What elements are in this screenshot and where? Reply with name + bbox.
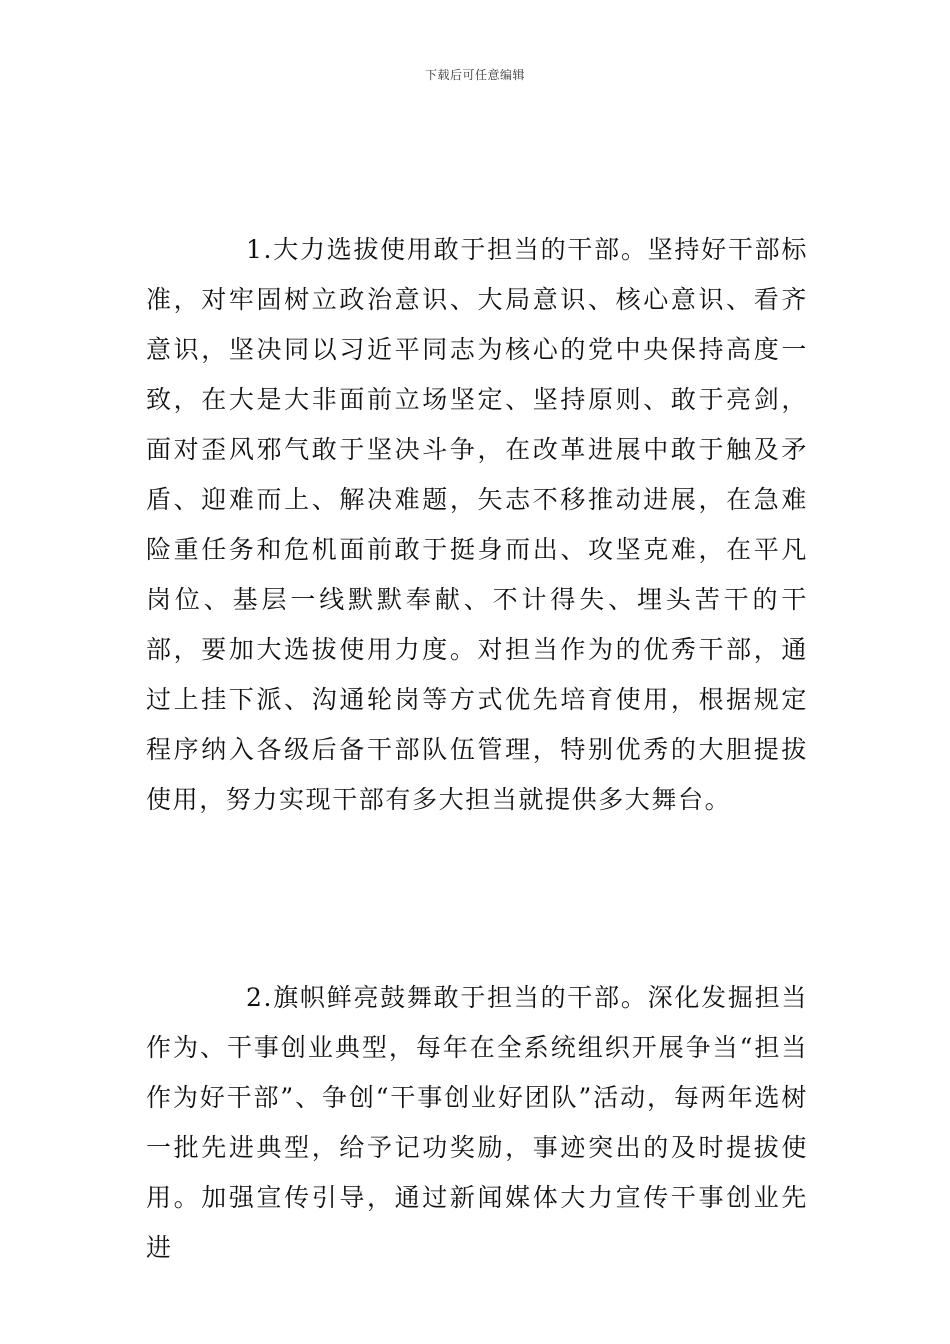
paragraph-2: 2.旗帜鲜亮鼓舞敢于担当的干部。深化发掘担当作为、干事创业典型，每年在全系统组织开展争当“担当作为好干部”、争创“干事创业好团队”活动，每两年选树一批先进典型，给予记功奖励，事迹突出的及时提拔使用。加强宣传引导，通过新闻媒体大力宣传干事创业先进 xyxy=(146,983,808,1262)
paragraph-1: 1.大力选拔使用敢于担当的干部。坚持好干部标准，对牢固树立政治意识、大局意识、核心意识、看齐意识，坚决同以习近平同志为核心的党中央保持高度一致，在大是大非面前立场坚定、坚持原则、敢于亮剑，面对歪风邪气敢于坚决斗争，在改革进展中敢于触及矛盾、迎难而上、解决难题，矢志不移推动进展，在急难险重任务和危机面前敢于挺身而出、攻坚克难，在平凡岗位、基层一线默默奉献、不计得失、埋头苦干的干部，要加大选拔使用力度。对担当作为的优秀干部，通过上挂下派、沟通轮岗等方式优先培育使用，根据规定程序纳入各级后备干部队伍管理，特别优秀的大胆提拔使用，努力实现干部有多大担当就提供多大舞台。 xyxy=(146,235,808,814)
page-header: 下载后可任意编辑 xyxy=(424,68,525,82)
